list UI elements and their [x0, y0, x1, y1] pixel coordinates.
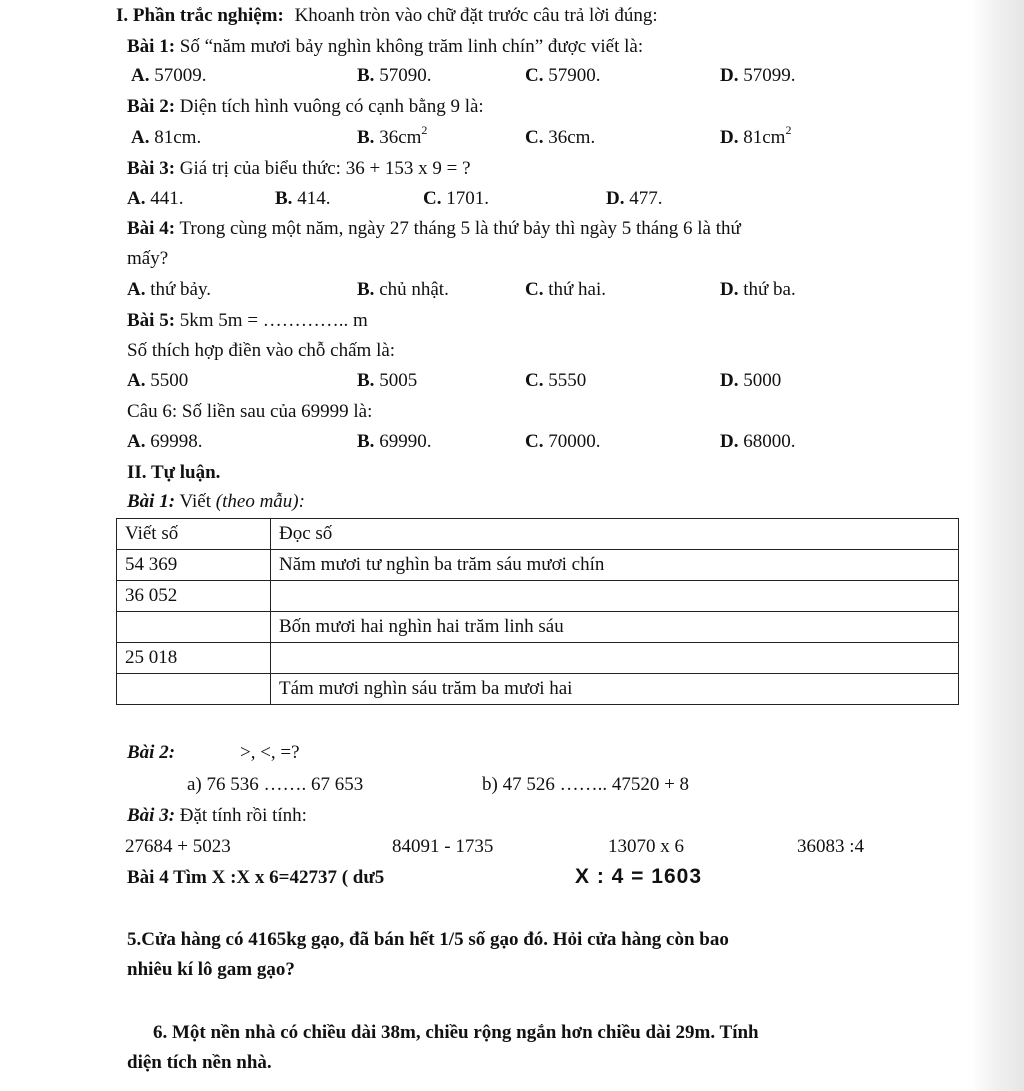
essay3-item: 13070 x 6 [608, 836, 684, 857]
q3-option-c: C. 1701. [423, 188, 489, 209]
q2-option-d: D. $81cm^2$ [720, 123, 792, 148]
table-row [117, 612, 959, 643]
essay3-item: 84091 - 1735 [392, 836, 494, 857]
q1-label: Bài 1: [127, 36, 176, 57]
table-cell: Năm mươi tư nghìn ba trăm sáu mươi chín [271, 550, 959, 581]
essay5-line2: nhiêu kí lô gam gạo? [127, 959, 295, 980]
page-edge-shadow [972, 0, 1024, 1091]
q4-line1 [127, 217, 741, 241]
part1-instruction: Khoanh tròn vào chữ đặt trước câu trả lời đúng: [294, 5, 658, 26]
essay3-label: Bài 3: [127, 805, 176, 826]
essay4-equation-b: X : 4 = 1603 [575, 865, 702, 888]
q4-option-c: C. thứ hai. [525, 279, 607, 300]
q1-text: Số “năm mươi bảy nghìn không trăm linh chín” được viết là: [179, 36, 644, 57]
q1-option-d: D. 57099. [720, 65, 796, 86]
essay3-line [127, 804, 307, 828]
q5-label: Bài 5: [127, 310, 176, 331]
table-cell: Tám mươi nghìn sáu trăm ba mươi hai [271, 674, 959, 705]
table-cell: 54 369 [117, 550, 271, 581]
q6-text: Câu 6: Số liền sau của 69999 là: [127, 401, 373, 422]
essay2-prompt: >, <, =? [240, 742, 300, 763]
essay1-note: (theo mẫu): [215, 491, 305, 512]
q2-label: Bài 2: [127, 96, 176, 117]
q4-option-d: D. thứ ba. [720, 279, 796, 300]
q2-option-b: B. $36cm^2$ [357, 123, 428, 148]
essay6-line2: diện tích nền nhà. [127, 1052, 272, 1073]
table-cell: 36 052 [117, 581, 271, 612]
q5-text: 5km 5m = ………….. m [179, 310, 368, 331]
q1-option-a: A. 57009. [131, 65, 207, 86]
essay3-item: 27684 + 5023 [125, 836, 231, 857]
table-cell [117, 674, 271, 705]
q4-text-1: Trong cùng một năm, ngày 27 tháng 5 là thứ bảy thì ngày 5 tháng 6 là thứ [179, 218, 741, 239]
table-row [117, 581, 959, 612]
q3-option-a: A. 441. [127, 188, 184, 209]
table-cell [117, 612, 271, 643]
table-header-cell: Viết số [117, 519, 271, 550]
essay6-line1: 6. Một nền nhà có chiều dài 38m, chiều rộng ngắn hơn chiều dài 29m. Tính [153, 1022, 759, 1043]
essay1-text: Viết [179, 491, 212, 512]
q5-option-a: A. 5500 [127, 370, 189, 391]
table-header-cell: Đọc số [271, 519, 959, 550]
q6-option-b: B. 69990. [357, 431, 432, 452]
q4-text-2: mấy? [127, 248, 169, 269]
essay3-text: Đặt tính rồi tính: [179, 805, 307, 826]
q3-option-b: B. 414. [275, 188, 331, 209]
q4-option-a: A. thứ bảy. [127, 279, 212, 300]
q3-label: Bài 3: [127, 158, 176, 179]
q3-option-d: D. 477. [606, 188, 663, 209]
q5-option-b: B. 5005 [357, 370, 418, 391]
essay1-line [127, 490, 305, 514]
essay4-text: Bài 4 Tìm X :X x 6=42737 ( dư5 [127, 867, 385, 888]
q4-option-b: B. chủ nhật. [357, 279, 449, 300]
part2-heading: II. Tự luận. [127, 462, 221, 483]
essay3-item: 36083 :4 [797, 836, 865, 857]
q1-line [127, 35, 643, 59]
q6-option-c: C. 70000. [525, 431, 601, 452]
q5-option-c: C. 5550 [525, 370, 587, 391]
q3-text: Giá trị của biểu thức: 36 + 153 x 9 = ? [179, 158, 471, 179]
table-row [117, 674, 959, 705]
table-cell [271, 581, 959, 612]
table-row [117, 550, 959, 581]
q2-line [127, 95, 484, 119]
q2-text: Diện tích hình vuông có cạnh bằng 9 là: [179, 96, 484, 117]
q2-option-a: A. 81cm. [131, 127, 202, 148]
essay2-item-b: b) 47 526 …….. 47520 + 8 [482, 774, 690, 795]
q3-line [127, 157, 471, 181]
table-cell: Bốn mươi hai nghìn hai trăm linh sáu [271, 612, 959, 643]
q5-option-d: D. 5000 [720, 370, 782, 391]
q6-option-a: A. 69998. [127, 431, 203, 452]
essay1-label: Bài 1: [127, 491, 176, 512]
essay2-label: Bài 2: [127, 742, 176, 763]
table-cell [271, 643, 959, 674]
q1-option-b: B. 57090. [357, 65, 432, 86]
essay5-line1: 5.Cửa hàng có 4165kg gạo, đã bán hết 1/5 số gạo đó. Hỏi cửa hàng còn bao [127, 929, 729, 950]
table-header-row [117, 519, 959, 550]
table-row [117, 643, 959, 674]
q5-line [127, 309, 368, 333]
part1-heading-line [116, 4, 658, 28]
q6-option-d: D. 68000. [720, 431, 796, 452]
q4-label: Bài 4: [127, 218, 176, 239]
q5-sub: Số thích hợp điền vào chỗ chấm là: [127, 340, 396, 361]
q2-option-c: C. 36cm. [525, 127, 596, 148]
q1-option-c: C. 57900. [525, 65, 601, 86]
essay2-item-a: a) 76 536 ……. 67 653 [187, 774, 364, 795]
part1-heading: I. Phần trắc nghiệm: [116, 5, 284, 26]
number-table [116, 518, 959, 705]
table-cell: 25 018 [117, 643, 271, 674]
